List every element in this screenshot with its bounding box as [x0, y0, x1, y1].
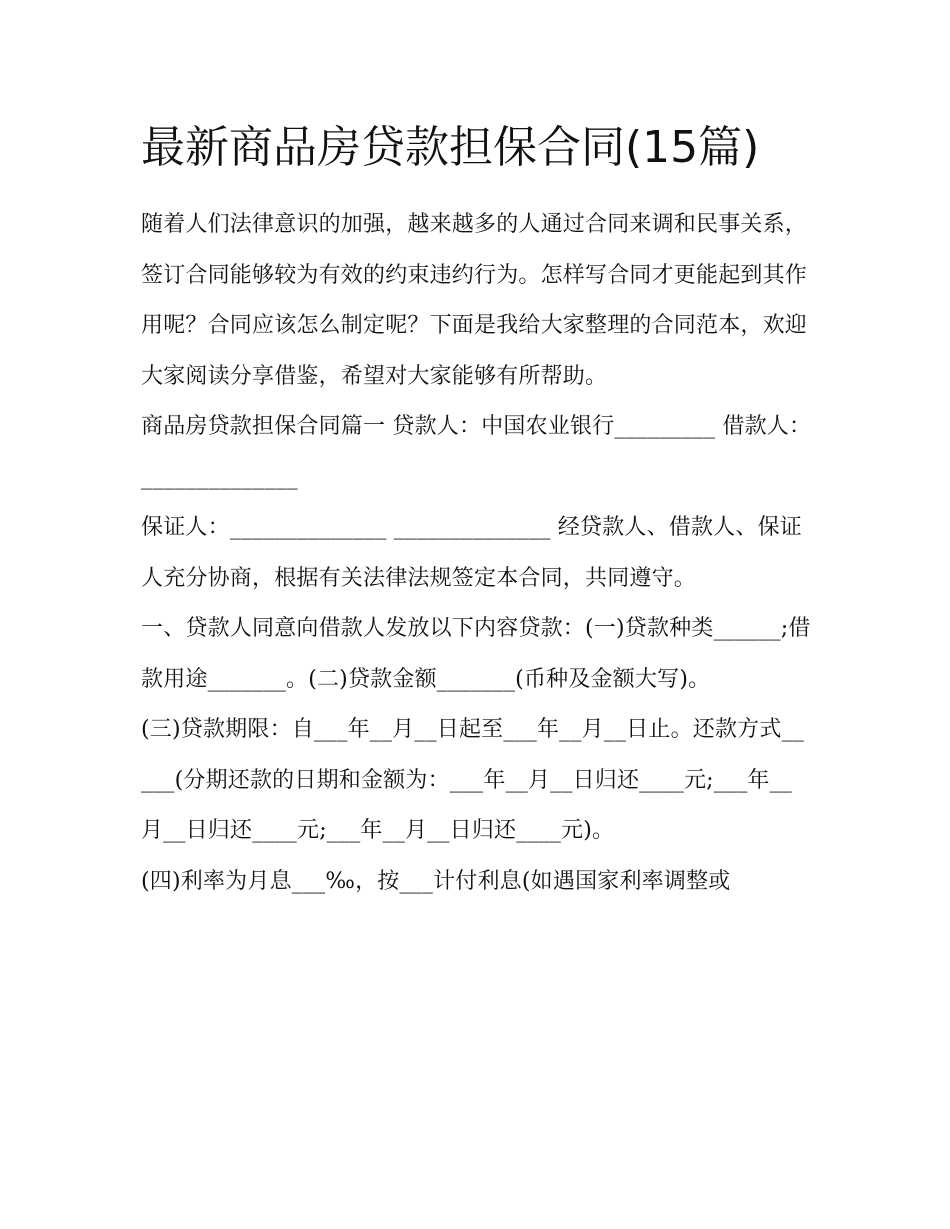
document-title: 最新商品房贷款担保合同(15篇): [141, 122, 760, 173]
document-page: [141, 118, 813, 907]
paragraph-interest-rate: (四)利率为月息___‰，按___计付利息(如遇国家利率调整或: [141, 868, 731, 894]
paragraph-intro: 随着人们法律意识的加强，越来越多的人通过合同来调和民事关系，签订合同能够较为有效的约束违约行为。怎样写合同才更能起到其作用呢？合同应该怎么制定呢？下面是我给大家整理的合同范本，欢迎大家阅读分享借鉴，希望对大家能够有所帮助。: [141, 212, 808, 389]
paragraph-loan-term: (三)贷款期限：自___年__月__日起至___年__月__日止。还款方式_____(分期还款的日期和金额为：___年__月__日归还____元;___年__月__日归还____元;___年__月__日归还____元)。: [141, 717, 804, 843]
paragraph-guarantor: 保证人：______________ ______________ 经贷款人、借款人、保证人充分协商，根据有关法律法规签定本合同，共同遵守。: [141, 515, 802, 591]
paragraph-clause-one: 一、贷款人同意向借款人发放以下内容贷款：(一)贷款种类______;借款用途_______。(二)贷款金额_______(币种及金额大写)。: [141, 616, 811, 692]
paragraph-parties-lender: 商品房贷款担保合同篇一 贷款人：中国农业银行_________ 借款人：______________: [141, 414, 812, 490]
